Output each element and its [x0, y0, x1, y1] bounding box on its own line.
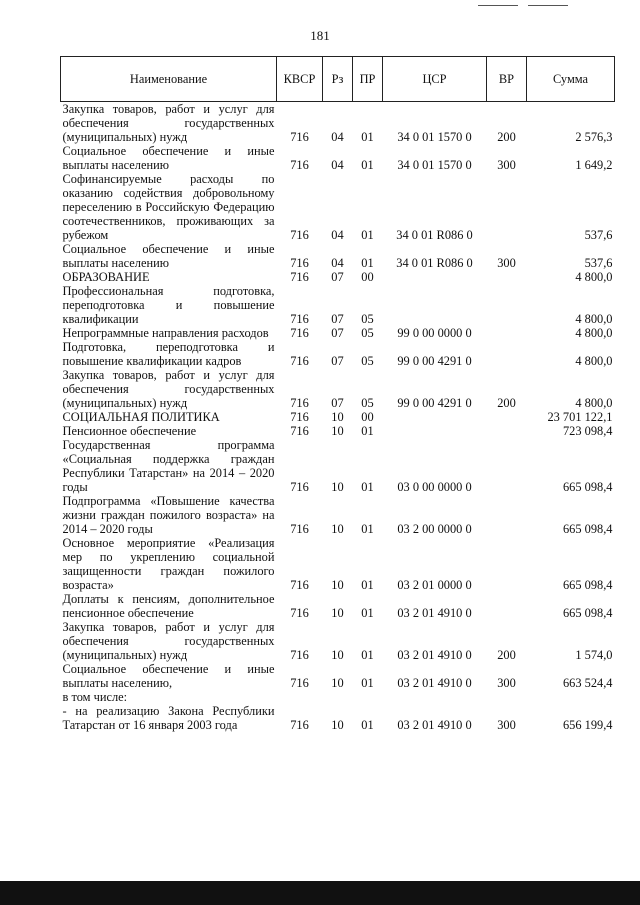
row-rz: 10: [331, 480, 344, 494]
row-vr: 300: [497, 718, 516, 732]
row-pr: 01: [361, 480, 374, 494]
table-row: [61, 284, 615, 326]
row-pr: 01: [361, 228, 374, 242]
row-name: Социальное обеспечение и иные выплаты населению: [62, 144, 275, 172]
table-row: [61, 172, 615, 242]
row-rz: 07: [331, 354, 344, 368]
table-row: [61, 704, 615, 732]
row-kvsr: 716: [290, 396, 309, 410]
row-name: Закупка товаров, работ и услуг для обеспечения государственных (муниципальных) нужд: [62, 620, 275, 662]
row-sum: 4 800,0: [575, 270, 613, 284]
row-rz: 10: [331, 718, 344, 732]
row-pr: 00: [361, 270, 374, 284]
table-header: [61, 57, 615, 102]
row-csr: [383, 690, 487, 704]
row-kvsr: 716: [290, 424, 309, 438]
row-kvsr: 716: [290, 228, 309, 242]
row-csr: 34 0 01 1570 0: [397, 130, 472, 144]
row-rz: [323, 690, 353, 704]
row-pr: [353, 690, 383, 704]
budget-table: [60, 56, 615, 732]
scan-mark: [478, 5, 518, 6]
row-csr: 03 2 01 4910 0: [397, 606, 472, 620]
row-rz: 07: [331, 270, 344, 284]
column-header-kvsr: КВСР: [277, 57, 323, 102]
column-header-name: Наименование: [61, 57, 277, 102]
column-header-sum: Сумма: [527, 57, 615, 102]
row-csr: [383, 424, 487, 438]
row-csr: [383, 410, 487, 424]
table-row: [61, 340, 615, 368]
row-csr: 34 0 01 R086 0: [396, 256, 473, 270]
table-row: [61, 410, 615, 424]
row-sum: 665 098,4: [562, 606, 613, 620]
row-kvsr: 716: [290, 158, 309, 172]
scan-mark: [528, 5, 568, 6]
row-name: Социальное обеспечение и иные выплаты населению: [62, 242, 275, 270]
row-name: Подготовка, переподготовка и повышение квалификации кадров: [62, 340, 275, 368]
row-kvsr: [277, 690, 323, 704]
column-header-rz: Рз: [323, 57, 353, 102]
row-rz: 10: [331, 578, 344, 592]
row-csr: 99 0 00 4291 0: [397, 354, 472, 368]
table-row: [61, 438, 615, 494]
row-vr: [487, 270, 527, 284]
row-pr: 01: [361, 718, 374, 732]
table-row: [61, 620, 615, 662]
row-csr: [383, 284, 487, 326]
row-csr: [383, 270, 487, 284]
row-name: Софинансируемые расходы по оказанию содействия добровольному переселению в Российскую Федерацию соотечественников, проживающих за рубежом: [62, 172, 275, 242]
row-csr: 03 2 00 0000 0: [397, 522, 472, 536]
row-sum: 1 649,2: [575, 158, 613, 172]
row-rz: 10: [331, 606, 344, 620]
row-kvsr: 716: [290, 480, 309, 494]
row-sum: 1 574,0: [575, 648, 613, 662]
row-name: Закупка товаров, работ и услуг для обеспечения государственных (муниципальных) нужд: [62, 368, 275, 410]
row-sum: [527, 690, 615, 704]
row-csr: 34 0 01 R086 0: [396, 228, 473, 242]
row-name: Подпрограмма «Повышение качества жизни граждан пожилого возраста» на 2014 – 2020 годы: [62, 494, 275, 536]
row-pr: 01: [361, 256, 374, 270]
row-rz: 07: [331, 326, 344, 340]
row-pr: 05: [361, 354, 374, 368]
row-csr: 34 0 01 1570 0: [397, 158, 472, 172]
row-vr: [487, 172, 527, 242]
row-vr: [487, 340, 527, 368]
row-csr: 03 2 01 0000 0: [397, 578, 472, 592]
table-row: [61, 494, 615, 536]
row-name: Непрограммные направления расходов: [62, 326, 269, 340]
row-kvsr: 716: [290, 326, 309, 340]
row-kvsr: 716: [290, 270, 309, 284]
row-kvsr: 716: [290, 578, 309, 592]
row-pr: 05: [361, 326, 374, 340]
column-header-vr: ВР: [487, 57, 527, 102]
row-name: Пенсионное обеспечение: [62, 424, 197, 438]
row-kvsr: 716: [290, 522, 309, 536]
table-row: [61, 102, 615, 145]
column-header-csr: ЦСР: [383, 57, 487, 102]
table-row: [61, 144, 615, 172]
table-row: [61, 662, 615, 690]
row-vr: [487, 326, 527, 340]
row-vr: [487, 690, 527, 704]
row-vr: 200: [497, 130, 516, 144]
row-name: Доплаты к пенсиям, дополнительное пенсионное обеспечение: [62, 592, 275, 620]
row-pr: 00: [361, 410, 374, 424]
row-kvsr: 716: [290, 354, 309, 368]
row-csr: 99 0 00 0000 0: [397, 326, 472, 340]
column-header-pr: ПР: [353, 57, 383, 102]
row-name: Основное мероприятие «Реализация мер по укреплению социальной защищенности граждан пожилого возраста»: [62, 536, 275, 592]
row-kvsr: 716: [290, 718, 309, 732]
row-pr: 01: [361, 648, 374, 662]
row-pr: 01: [361, 130, 374, 144]
row-vr: [487, 438, 527, 494]
row-name: в том числе:: [62, 690, 128, 704]
row-rz: 10: [331, 410, 344, 424]
row-vr: [487, 424, 527, 438]
row-rz: 04: [331, 256, 344, 270]
row-sum: 665 098,4: [562, 522, 613, 536]
row-name: Государственная программа «Социальная поддержка граждан Республики Татарстан» на 2014 – 2020 годы: [62, 438, 275, 494]
table-row: [61, 690, 615, 704]
scan-edge: [0, 881, 640, 905]
row-name: ОБРАЗОВАНИЕ: [62, 270, 150, 284]
row-pr: 05: [361, 396, 374, 410]
table-body: [61, 102, 615, 733]
table-row: [61, 592, 615, 620]
row-vr: [487, 536, 527, 592]
row-rz: 10: [331, 522, 344, 536]
row-pr: 01: [361, 522, 374, 536]
row-name: - на реализацию Закона Республики Татарстан от 16 января 2003 года: [62, 704, 275, 732]
row-vr: [487, 410, 527, 424]
row-csr: 03 2 01 4910 0: [397, 718, 472, 732]
row-rz: 07: [331, 396, 344, 410]
row-rz: 04: [331, 158, 344, 172]
row-vr: [487, 494, 527, 536]
row-sum: 4 800,0: [575, 326, 613, 340]
table-row: [61, 424, 615, 438]
row-vr: 200: [497, 648, 516, 662]
row-kvsr: 716: [290, 676, 309, 690]
table-row: [61, 242, 615, 270]
row-vr: [487, 592, 527, 620]
row-pr: 01: [361, 606, 374, 620]
row-rz: 07: [331, 312, 344, 326]
row-sum: 656 199,4: [562, 718, 613, 732]
row-kvsr: 716: [290, 312, 309, 326]
row-csr: 03 0 00 0000 0: [397, 480, 472, 494]
row-csr: 99 0 00 4291 0: [397, 396, 472, 410]
row-rz: 10: [331, 648, 344, 662]
table-row: [61, 368, 615, 410]
row-pr: 01: [361, 676, 374, 690]
row-sum: 665 098,4: [562, 578, 613, 592]
row-kvsr: 716: [290, 648, 309, 662]
row-pr: 01: [361, 578, 374, 592]
row-name: СОЦИАЛЬНАЯ ПОЛИТИКА: [62, 410, 220, 424]
row-sum: 4 800,0: [575, 396, 613, 410]
row-name: Профессиональная подготовка, переподготовка и повышение квалификации: [62, 284, 275, 326]
row-sum: 4 800,0: [575, 312, 613, 326]
row-sum: 537,6: [584, 256, 613, 270]
row-name: Закупка товаров, работ и услуг для обеспечения государственных (муниципальных) нужд: [62, 102, 275, 144]
row-sum: 663 524,4: [562, 676, 613, 690]
row-kvsr: 716: [290, 606, 309, 620]
row-vr: [487, 284, 527, 326]
table-row: [61, 326, 615, 340]
row-rz: 10: [331, 676, 344, 690]
row-pr: 05: [361, 312, 374, 326]
row-vr: 200: [497, 396, 516, 410]
table-row: [61, 536, 615, 592]
row-pr: 01: [361, 158, 374, 172]
row-vr: 300: [497, 676, 516, 690]
row-csr: 03 2 01 4910 0: [397, 648, 472, 662]
row-rz: 04: [331, 130, 344, 144]
row-sum: 23 701 122,1: [547, 410, 613, 424]
row-kvsr: 716: [290, 256, 309, 270]
row-sum: 537,6: [584, 228, 613, 242]
row-kvsr: 716: [290, 130, 309, 144]
row-vr: 300: [497, 256, 516, 270]
row-sum: 2 576,3: [575, 130, 613, 144]
row-sum: 4 800,0: [575, 354, 613, 368]
row-kvsr: 716: [290, 410, 309, 424]
row-csr: 03 2 01 4910 0: [397, 676, 472, 690]
row-name: Социальное обеспечение и иные выплаты населению,: [62, 662, 275, 690]
row-pr: 01: [361, 424, 374, 438]
table-row: [61, 270, 615, 284]
row-rz: 10: [331, 424, 344, 438]
page-number: 181: [310, 28, 330, 43]
row-sum: 665 098,4: [562, 480, 613, 494]
row-vr: 300: [497, 158, 516, 172]
row-sum: 723 098,4: [562, 424, 613, 438]
row-rz: 04: [331, 228, 344, 242]
